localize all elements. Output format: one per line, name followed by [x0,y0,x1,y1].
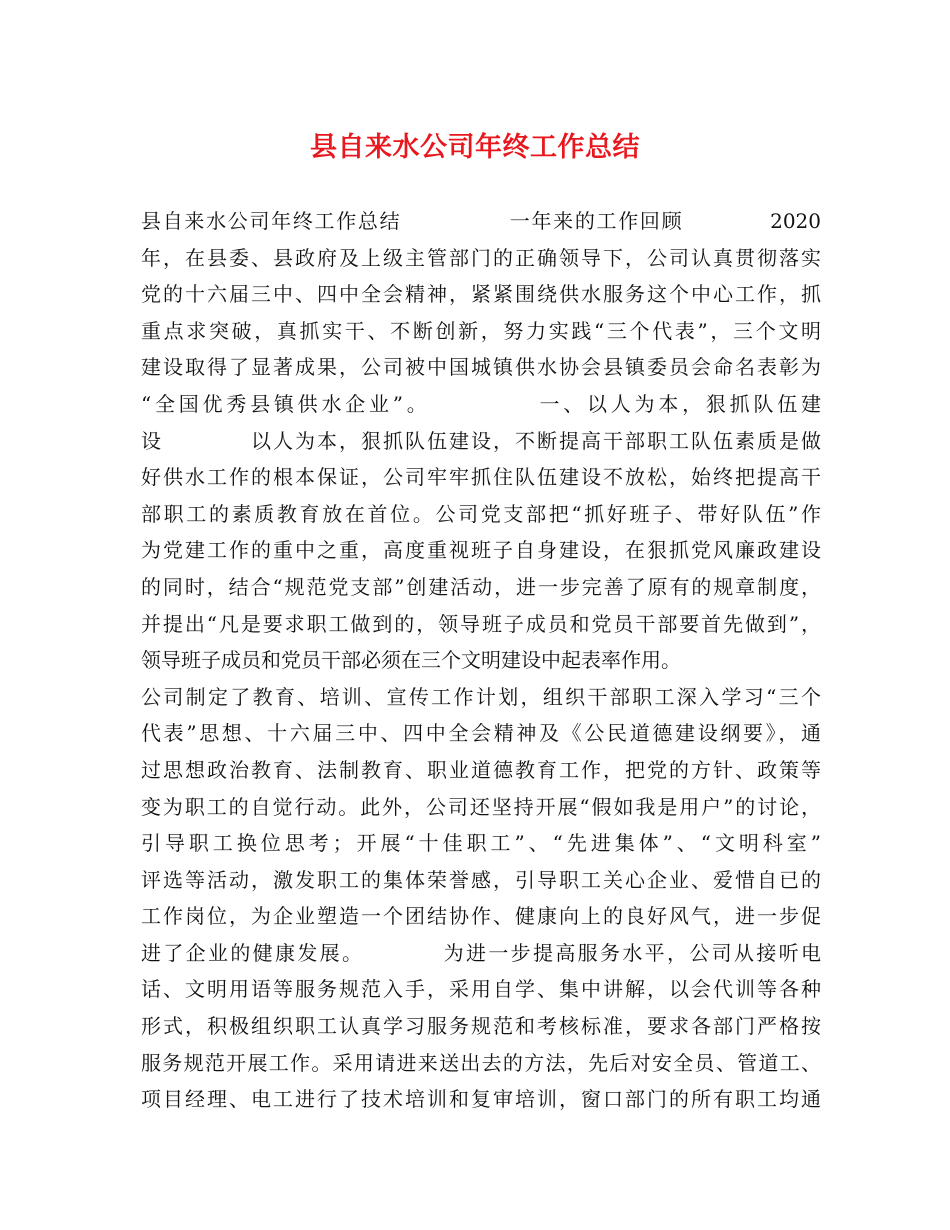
body-line: 引导职工换位思考；开展“十佳职工”、“先进集体”、“文明科室” [141,831,821,856]
body-line: 服务规范开展工作。采用请进来送出去的方法，先后对安全员、管道工、 [141,1050,821,1075]
body-line: 进了企业的健康发展。 为进一步提高服务水平，公司从接听电 [141,940,821,965]
document-body [141,203,821,1118]
body-line: 话、文明用语等服务规范入手，采用自学、集中讲解，以会代训等各种 [141,977,821,1002]
body-line: 形式，积极组织职工认真学习服务规范和考核标准，要求各部门严格按 [141,1014,821,1039]
body-line: 项目经理、电工进行了技术培训和复审培训，窗口部门的所有职工均通 [141,1087,821,1112]
body-line: 公司制定了教育、培训、宣传工作计划，组织干部职工深入学习“三个 [141,684,821,709]
body-line: 设 以人为本，狠抓队伍建设，不断提高干部职工队伍素质是做 [141,428,821,453]
body-line: “全国优秀县镇供水企业”。 一、以人为本，狠抓队伍建 [141,391,821,416]
body-line: 过思想政治教育、法制教育、职业道德教育工作，把党的方针、政策等 [141,757,821,782]
body-line: 县自来水公司年终工作总结 一年来的工作回顾 2020 [141,209,821,233]
body-line: 变为职工的自觉行动。此外，公司还坚持开展“假如我是用户”的讨论， [141,794,821,819]
body-line: 党的十六届三中、四中全会精神，紧紧围绕供水服务这个中心工作，抓 [141,282,821,307]
body-line: 工作岗位，为企业塑造一个团结协作、健康向上的良好风气，进一步促 [141,904,821,929]
body-line: 的同时，结合“规范党支部”创建活动，进一步完善了原有的规章制度， [141,574,821,599]
body-line: 并提出“凡是要求职工做到的，领导班子成员和党员干部要首先做到”， [141,611,821,636]
body-line: 部职工的素质教育放在首位。公司党支部把“抓好班子、带好队伍”作 [141,501,821,526]
body-line: 年，在县委、县政府及上级主管部门的正确领导下，公司认真贯彻落实 [141,245,821,270]
body-line: 评选等活动，激发职工的集体荣誉感，引导职工关心企业、爱惜自已的 [141,867,821,892]
body-line: 领导班子成员和党员干部必须在三个文明建设中起表率作用。 [141,648,681,673]
document-title: 县自来水公司年终工作总结 [310,132,640,163]
body-line: 好供水工作的根本保证，公司牢牢抓住队伍建设不放松，始终把提高干 [141,465,821,490]
body-line: 为党建工作的重中之重，高度重视班子自身建设，在狠抓党风廉政建设 [141,538,821,563]
body-line: 代表”思想、十六届三中、四中全会精神及《公民道德建设纲要》，通 [141,721,821,746]
body-line: 建设取得了显著成果，公司被中国城镇供水协会县镇委员会命名表彰为 [141,355,821,380]
body-line: 重点求突破，真抓实干、不断创新，努力实践“三个代表”，三个文明 [141,318,821,343]
